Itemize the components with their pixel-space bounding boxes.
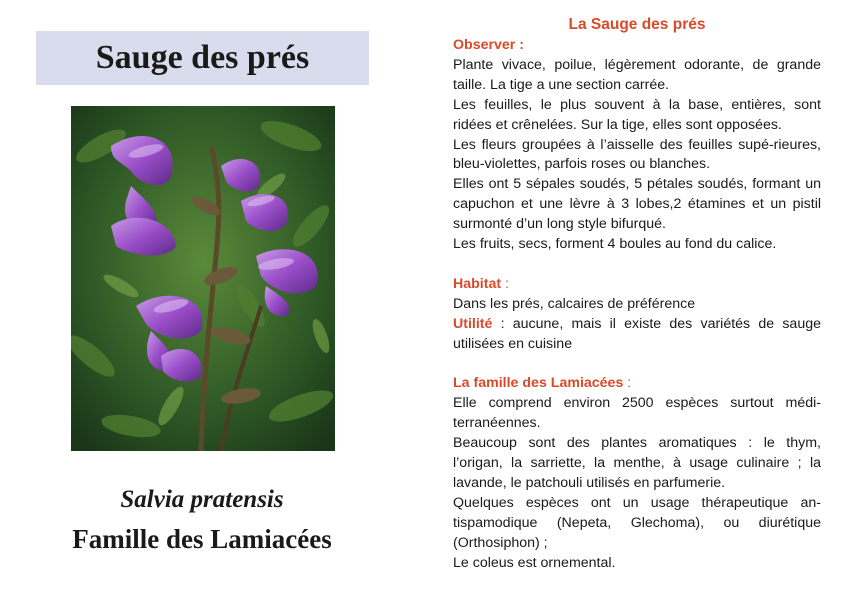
habitat-text: Dans les prés, calcaires de préférence	[453, 295, 696, 312]
observer-heading: Observer :	[453, 37, 524, 53]
habitat-heading: Habitat	[453, 275, 502, 292]
description-title: La Sauge des prés	[568, 16, 706, 33]
observer-paragraph: Les fruits, secs, forment 4 boules au fond du calice.	[453, 236, 777, 253]
famille-colon: :	[623, 375, 632, 392]
habitat-heading-line	[453, 275, 821, 295]
observer-paragraph: Les feuilles, le plus souvent à la base, entières, sont ridées et crênelées. Sur la tige, elles sont opposées.	[453, 96, 821, 133]
utilite-text: : aucune, mais il existe des variétés de sauge utilisées en cuisine	[453, 315, 821, 352]
section-gap	[453, 255, 821, 275]
left-panel	[0, 0, 420, 595]
observer-paragraph: Les fleurs groupées à l’aisselle des feuilles supé-rieures, bleu-violettes, parfois roses ou blanches.	[453, 136, 821, 173]
famille-paragraph: Quelques espèces ont un usage thérapeutique an-tispamodique (Nepeta, Glechoma), ou diurétique (Orthosiphon) ;	[453, 494, 821, 551]
utilite-line	[453, 315, 821, 355]
meadow-sage-flower-photo	[71, 106, 335, 451]
family-name: Famille des Lamiacées	[72, 524, 332, 554]
observer-paragraph: Elles ont 5 sépales soudés, 5 pétales soudés, formant un capuchon et une lèvre à 3 lobes,2 étamines et un pistil surmonté d’un long style bifurqué.	[453, 176, 821, 233]
famille-paragraph: Beaucoup sont des plantes aromatiques : le thym, l’origan, la sarriette, la menthe, à usage culinaire ; la lavande, le patchouli utilisés en parfumerie.	[453, 435, 821, 491]
observer-paragraph: Plante vivace, poilue, légèrement odorante, de grande taille. La tige a une section carrée.	[453, 56, 821, 93]
section-gap	[453, 354, 821, 374]
famille-heading-line	[453, 374, 821, 394]
famille-paragraph: Elle comprend environ 2500 espèces surtout médi-terranéennes.	[453, 395, 821, 432]
famille-heading: La famille des Lamiacées	[453, 375, 624, 392]
description-panel	[453, 14, 821, 573]
plant-title: Sauge des prés	[36, 31, 369, 85]
latin-name: Salvia pratensis	[120, 486, 284, 513]
utilite-heading: Utilité	[453, 315, 493, 332]
habitat-colon: :	[501, 275, 509, 292]
famille-paragraph: Le coleus est ornemental.	[453, 554, 616, 571]
